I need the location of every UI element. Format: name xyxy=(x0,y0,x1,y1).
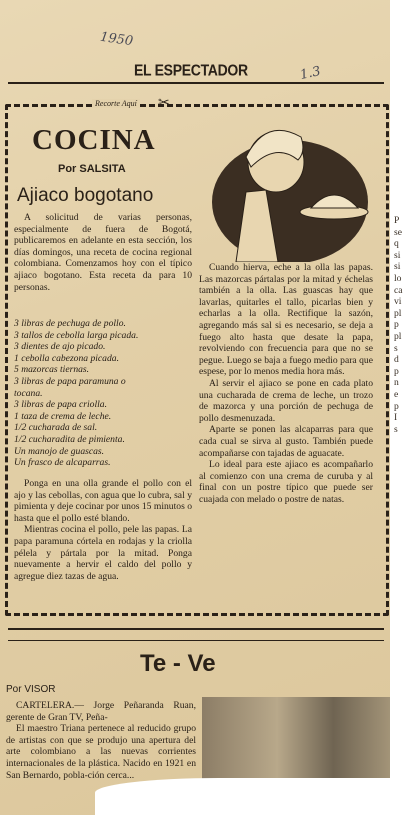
ingredient-item: 1 taza de crema de leche. xyxy=(14,410,112,422)
tv-paragraph: CARTELERA.— Jorge Peñaranda Ruan, gerente de Gran TV, Peña- xyxy=(6,700,196,723)
step-paragraph: Al servir el ajiaco se pone en cada plato una cucharada de crema de leche, un trozo de mazorca y una porción de pechuga de pollo desmenuzada. xyxy=(199,377,373,424)
edge-fragment: lo xyxy=(394,272,402,284)
step-paragraph: Lo ideal para este ajiaco es acompañarlo al comienzo con una crema de curuba y al final con un postre típico que puede ser cuajada con melado o postre de natas. xyxy=(199,459,373,505)
ingredient-item: 3 dientes de ajo picado. xyxy=(14,341,106,353)
steps-column-2 xyxy=(199,262,373,505)
tv-section-title: Te - Ve xyxy=(140,650,216,677)
woman-with-tray-illustration xyxy=(206,112,374,262)
ingredient-item: Un manojo de guascas. xyxy=(14,445,105,457)
tv-paragraph: El maestro Triana pertenece al reducido grupo de artistas con que se produjo una apertura del arte colombiano a las nuevas corrientes internacionales de la plástica. Nacido en 1921 en San Bernardo, pobla-ción cerca... xyxy=(6,723,196,781)
ingredient-item: tocana. xyxy=(14,387,43,399)
step-paragraph: Cuando hierva, eche a la olla las papas. Las mazorcas pártalas por la mitad y échelas también a la olla. Las guascas hay que lavarlas, quitarles el tallo, picarlas bien y echarlas a la olla. Rectifique la sazón, agregando más sal si es necesario, se deja a fuego alto hasta que desate la papa, revolviendo con frecuencia para que no se pegue. Luego se baja a fuego medio para que espese, por lo menos media hora más. xyxy=(199,262,373,378)
ingredient-item: 3 libras de pechuga de pollo. xyxy=(14,318,126,329)
handwritten-mark: 1.3 xyxy=(298,64,323,83)
edge-fragment: pl xyxy=(394,307,402,319)
edge-fragment: se xyxy=(394,226,402,238)
scissors-icon: ✂ xyxy=(158,96,170,111)
step-paragraph: Mientras cocina el pollo, pele las papas. La papa paramuna córtela en rodajas y la criolla pélela y pártala por la mitad. Ponga nuevamente a hervir el caldo del pollo y agregue diez tazas de agua. xyxy=(14,524,192,582)
torn-edge xyxy=(95,778,404,815)
edge-fragment: d xyxy=(394,354,399,366)
tv-article-text xyxy=(6,700,196,781)
divider xyxy=(8,82,384,84)
tv-byline: Por VISOR xyxy=(6,684,56,695)
edge-fragment: s xyxy=(394,423,398,435)
ingredient-item: 3 libras de papa criolla. xyxy=(14,399,108,411)
edge-fragment: n xyxy=(394,377,399,389)
divider xyxy=(8,628,384,630)
cut-here-label: Recorte Aquí xyxy=(92,99,140,108)
handwritten-note: 1950 xyxy=(99,29,134,50)
edge-fragment: s xyxy=(394,342,398,354)
edge-fragment: P xyxy=(394,215,400,226)
ingredient-item: 5 mazorcas tiernas. xyxy=(14,364,90,376)
ingredient-item: Un frasco de alcaparras. xyxy=(14,457,111,469)
edge-fragment: vi xyxy=(394,296,402,308)
edge-fragment: si xyxy=(394,261,401,273)
ingredient-item: 1 cebolla cabezona picada. xyxy=(14,352,119,364)
ingredient-item: 3 libras de papa paramuna o xyxy=(14,375,126,387)
section-title: COCINA xyxy=(32,124,156,156)
intro-text xyxy=(14,212,192,293)
ingredient-item: 1/2 cucharadita de pimienta. xyxy=(14,433,125,445)
edge-fragment: q xyxy=(394,238,399,250)
edge-fragment: si xyxy=(394,249,401,261)
edge-fragment: p xyxy=(394,365,399,377)
step-paragraph: Ponga en una olla grande el pollo con el ajo y las cebollas, con agua que lo cubra, sal y pimienta y deje cocinar por unos 15 minutos o hasta que el pollo esté blando. xyxy=(14,478,192,524)
intro-paragraph: A solicitud de varias personas, especialmente de fuera de Bogotá, publicaremos en adelante en esta sección, los días domingos, una receta de cocina regional colombiana. Comenzamos hoy con el típico ajiaco bogotano. Esta receta da para 10 personas. xyxy=(14,212,192,293)
recipe-title: Ajiaco bogotano xyxy=(17,185,154,206)
step-paragraph: Aparte se ponen las alcaparras para que cada cual se sirva al gusto. También puede acompañarse con tajadas de aguacate. xyxy=(199,424,373,459)
edge-fragment: pl xyxy=(394,330,402,342)
ingredient-item: 3 tallos de cebolla larga picada. xyxy=(14,329,139,341)
byline: Por SALSITA xyxy=(58,163,126,175)
edge-fragment: e xyxy=(394,388,399,400)
steps-column-1 xyxy=(14,478,192,582)
ingredients-list xyxy=(14,318,184,469)
edge-fragment: p xyxy=(394,319,399,331)
masthead: EL ESPECTADOR xyxy=(134,61,248,79)
cut-off-column xyxy=(394,215,403,435)
ingredient-item: 1/2 cucharada de sal. xyxy=(14,422,98,434)
edge-fragment: p xyxy=(394,400,399,412)
edge-fragment: ca xyxy=(394,284,403,296)
divider xyxy=(8,640,384,641)
edge-fragment: I xyxy=(394,412,398,424)
